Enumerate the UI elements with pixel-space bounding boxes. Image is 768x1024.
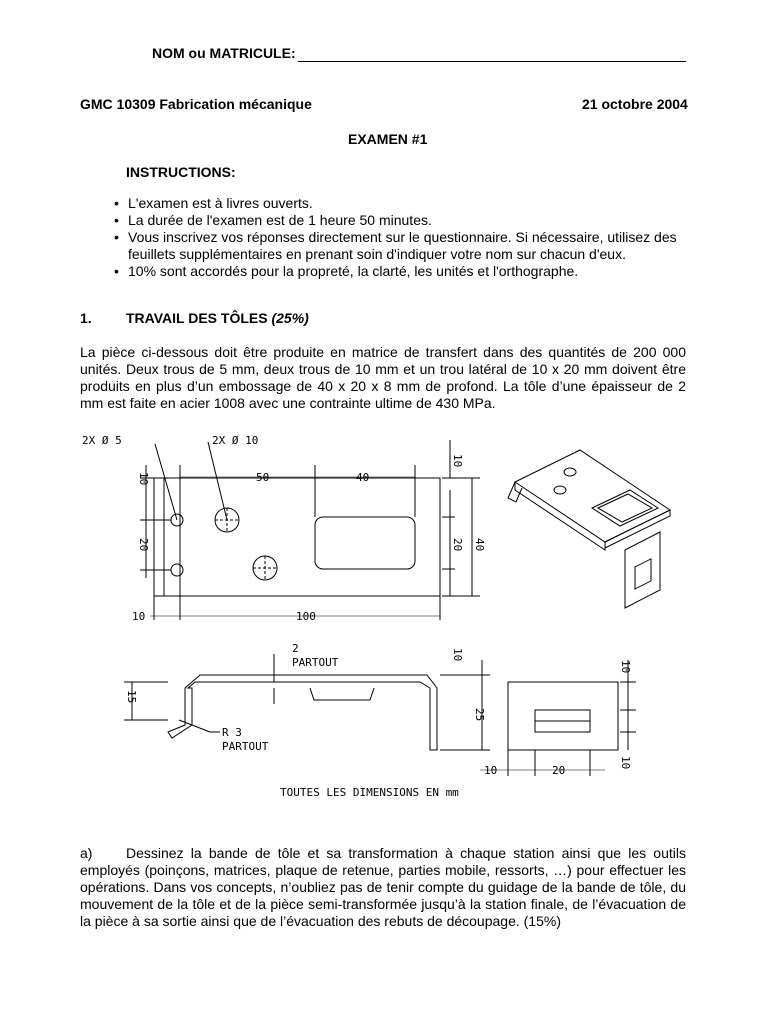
dim-label: PARTOUT bbox=[222, 740, 269, 753]
dim-label: PARTOUT bbox=[292, 656, 339, 669]
dim-label: 100 bbox=[296, 610, 316, 623]
section-title bbox=[126, 310, 309, 326]
dim-label: 40 bbox=[356, 471, 370, 484]
dim-label: 10 bbox=[451, 454, 464, 468]
dim-label: 50 bbox=[256, 471, 270, 484]
iso-plate bbox=[515, 450, 670, 542]
instructions-title: INSTRUCTIONS: bbox=[126, 164, 236, 180]
name-label: NOM ou MATRICULE: bbox=[152, 45, 296, 61]
instruction-item: • Vous inscrivez vos réponses directement sur le questionnaire. Si nécessaire, utilisez des feuillets supplémentaires en prenant soin d'indiquer votre nom sur chacun d'eux. bbox=[112, 229, 692, 263]
drawing-note: TOUTES LES DIMENSIONS EN mm bbox=[280, 786, 459, 799]
dim-label: 40 bbox=[473, 538, 486, 552]
dim-label: 10 bbox=[451, 648, 464, 662]
section-number: 1. bbox=[80, 310, 92, 326]
emboss-outline bbox=[315, 517, 415, 569]
exam-title: EXAMEN #1 bbox=[348, 131, 428, 147]
dim-label: 10 bbox=[137, 472, 150, 486]
dim-label: 10 bbox=[619, 756, 632, 770]
dim-label: 20 bbox=[451, 538, 464, 552]
name-field-line[interactable] bbox=[298, 61, 686, 62]
dim-label: 20 bbox=[552, 764, 566, 777]
section-title-text: TRAVAIL DES TÔLES bbox=[126, 310, 268, 326]
instruction-item: • La durée de l'examen est de 1 heure 50 minutes. bbox=[112, 212, 692, 229]
dim-label: R 3 bbox=[222, 726, 242, 739]
dim-label: 25 bbox=[473, 708, 486, 722]
dim-label: 2 bbox=[292, 642, 299, 655]
course-code: GMC 10309 Fabrication mécanique bbox=[80, 96, 312, 112]
dim-label: 10 bbox=[132, 610, 146, 623]
instruction-item: • 10% sont accordés pour la propreté, la clarté, les unités et l'orthographe. bbox=[112, 263, 692, 280]
plate-outline bbox=[154, 478, 440, 596]
end-view-outline bbox=[508, 682, 618, 750]
question-text: Dessinez la bande de tôle et sa transformation à chaque station ainsi que les outils employés (poinçons, matrices, plaque de retenue, parties mobile, ressorts, …) pour effectuer les opérations. Dans vos concepts, n’oubliez pas de tenir compte du guidage de la bande de tôle, du mouvement de la tôle et de la pièce semi-transformée jusqu’à la station finale, de l’évacuation de la pièce à sa sortie ainsi que de l’évacuation des rebuts de découpage. (15%) bbox=[80, 845, 686, 929]
dim-label: 10 bbox=[619, 660, 632, 674]
technical-drawing bbox=[60, 420, 710, 810]
question-label: a) bbox=[80, 845, 93, 861]
dim-label: 2X Ø 10 bbox=[212, 434, 259, 447]
instructions-list bbox=[112, 195, 692, 280]
section-weight: (25%) bbox=[271, 310, 309, 326]
dim-label: 20 bbox=[137, 538, 150, 552]
exam-date: 21 octobre 2004 bbox=[582, 96, 688, 112]
section-paragraph: La pièce ci-dessous doit être produite en matrice de transfert dans des quantités de 200 000 unités. Deux trous de 5 mm, deux trous de 10 mm et un trou latéral de 10 x 20 mm doivent être produits en plus d’un embossage de 40 x 20 x 8 mm de profond. La tôle d’une épaisseur de 2 mm est faite en acier 1008 avec une contrainte ultime de 430 MPa. bbox=[80, 344, 686, 411]
hole-5mm bbox=[171, 564, 183, 576]
side-profile bbox=[168, 675, 437, 750]
dim-label: 2X Ø 5 bbox=[82, 434, 122, 447]
dim-label: 10 bbox=[484, 764, 498, 777]
dim-label: 15 bbox=[125, 690, 138, 704]
instruction-item: • L'examen est à livres ouverts. bbox=[112, 195, 692, 212]
